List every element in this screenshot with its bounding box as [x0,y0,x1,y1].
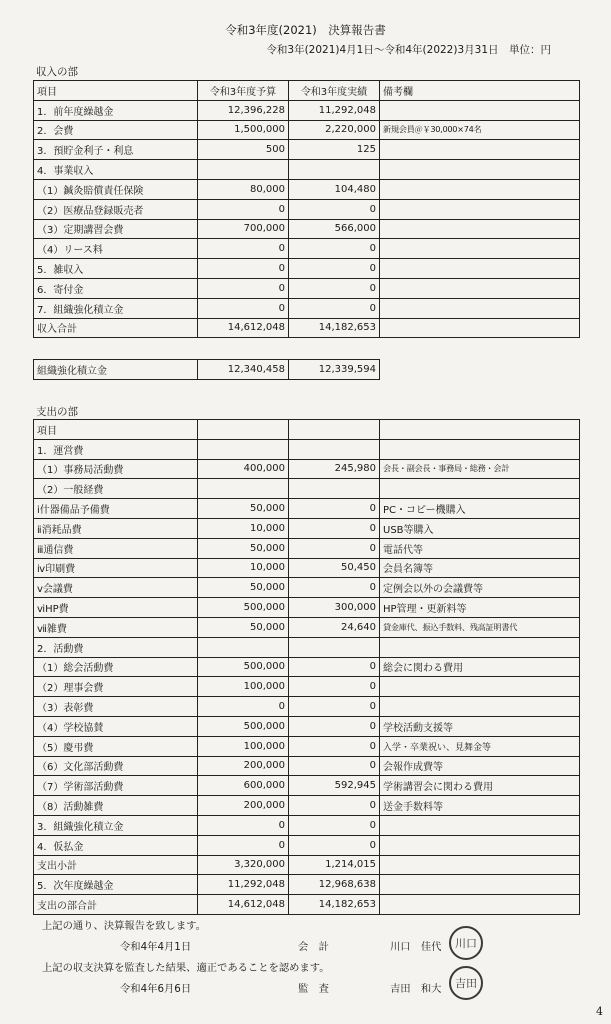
income-actual-cell [289,160,380,180]
income-actual-cell: 14,182,653 [289,318,380,338]
expense-budget-cell [198,439,289,459]
income-note-cell [380,219,580,239]
income-actual-cell: 0 [289,239,380,259]
expense-item-cell: ⅵHP費 [34,598,198,618]
income-actual-cell: 104,480 [289,179,380,199]
auditor-name: 吉田 和大 [390,983,442,995]
income-row [34,120,580,140]
income-item-cell: 7．組織強化積立金 [34,298,198,318]
expense-note-cell [380,855,580,875]
expense-note-cell: 総会に関わる費用 [380,657,580,677]
income-row [34,259,580,279]
expense-budget-cell: 500,000 [198,716,289,736]
reserve-budget: 12,340,458 [198,360,289,380]
document-title: 令和3年度(2021) 決算報告書 [225,23,386,37]
income-budget-cell: 80,000 [198,179,289,199]
income-row [34,100,580,120]
auditor-seal-icon [449,966,483,1000]
income-note-cell [380,239,580,259]
expense-row [34,578,580,598]
expense-section-label: 支出の部 [36,406,78,418]
income-note-cell [380,298,580,318]
income-header-cell: 項目 [34,81,198,101]
expense-budget-cell: 14,612,048 [198,895,289,915]
income-item-cell: 5．雑収入 [34,259,198,279]
expense-budget-cell: 100,000 [198,736,289,756]
expense-header-row [34,420,580,440]
reserve-actual: 12,339,594 [289,360,380,380]
expense-note-cell: 入学・卒業祝い、見舞金等 [380,736,580,756]
expense-budget-cell: 50,000 [198,578,289,598]
income-budget-cell: 0 [198,298,289,318]
expense-item-cell: （5）慶弔費 [34,736,198,756]
expense-note-cell: 会員名簿等 [380,558,580,578]
income-budget-cell: 1,500,000 [198,120,289,140]
income-actual-cell: 0 [289,199,380,219]
expense-row [34,617,580,637]
expense-actual-cell: 24,640 [289,617,380,637]
expense-item-cell: ⅲ通信費 [34,538,198,558]
income-budget-cell: 500 [198,140,289,160]
expense-note-cell [380,677,580,697]
expense-note-cell [380,835,580,855]
expense-row [34,439,580,459]
expense-item-cell: （2）一般経費 [34,479,198,499]
income-budget-cell: 0 [198,239,289,259]
income-budget-cell: 700,000 [198,219,289,239]
expense-actual-cell: 12,968,638 [289,875,380,895]
expense-budget-cell: 0 [198,815,289,835]
income-item-cell: （2）医療品登録販売者 [34,199,198,219]
income-item-cell: （3）定期講習会費 [34,219,198,239]
income-row [34,278,580,298]
expense-actual-cell: 0 [289,518,380,538]
expense-row [34,835,580,855]
expense-item-cell: 3．組織強化積立金 [34,815,198,835]
expense-budget-cell: 500,000 [198,657,289,677]
expense-header-cell [380,420,580,440]
accountant-name: 川口 佳代 [390,941,442,953]
income-actual-cell: 11,292,048 [289,100,380,120]
expense-budget-cell: 11,292,048 [198,875,289,895]
expense-budget-cell: 200,000 [198,796,289,816]
expense-note-cell: 電話代等 [380,538,580,558]
expense-item-cell: ⅳ印刷費 [34,558,198,578]
income-actual-cell: 0 [289,298,380,318]
expense-header-cell: 項目 [34,420,198,440]
income-section-label: 収入の部 [36,66,78,78]
expense-header-cell [289,420,380,440]
accountant-seal-icon [449,926,483,960]
expense-row [34,796,580,816]
income-actual-cell: 2,220,000 [289,120,380,140]
expense-budget-cell: 10,000 [198,558,289,578]
expense-actual-cell: 0 [289,538,380,558]
expense-actual-cell: 0 [289,677,380,697]
expense-row [34,677,580,697]
expense-budget-cell: 3,320,000 [198,855,289,875]
fiscal-period: 令和3年(2021)4月1日～令和4年(2022)3月31日 単位：円 [266,44,551,56]
income-note-cell [380,318,580,338]
expense-actual-cell [289,439,380,459]
income-note-cell [380,199,580,219]
expense-budget-cell [198,637,289,657]
expense-item-cell: （3）表彰費 [34,697,198,717]
income-row [34,179,580,199]
income-header-row [34,81,580,101]
expense-actual-cell: 592,945 [289,776,380,796]
reserve-row [34,360,380,380]
expense-note-cell: 会長・副会長・事務局・総務・会計 [380,459,580,479]
expense-note-cell: 学校活動支援等 [380,716,580,736]
expense-budget-cell: 200,000 [198,756,289,776]
expense-actual-cell [289,479,380,499]
reserve-table [33,359,380,380]
income-row [34,160,580,180]
expense-actual-cell: 245,980 [289,459,380,479]
income-item-cell: 2．会費 [34,120,198,140]
expense-budget-cell [198,479,289,499]
expense-actual-cell: 0 [289,815,380,835]
expense-note-cell [380,815,580,835]
expense-header-cell [198,420,289,440]
expense-note-cell [380,637,580,657]
expense-row [34,518,580,538]
expense-budget-cell: 10,000 [198,518,289,538]
income-budget-cell: 0 [198,259,289,279]
expense-item-cell: 支出小計 [34,855,198,875]
expense-actual-cell: 0 [289,657,380,677]
expense-item-cell: （6）文化部活動費 [34,756,198,776]
income-item-cell: 1．前年度繰越金 [34,100,198,120]
income-note-cell [380,160,580,180]
expense-actual-cell: 0 [289,756,380,776]
expense-row [34,637,580,657]
income-row [34,239,580,259]
income-budget-cell: 0 [198,199,289,219]
expense-item-cell: （7）学術部活動費 [34,776,198,796]
expense-item-cell: ⅰ什器備品予備費 [34,499,198,519]
expense-note-cell: HP管理・更新料等 [380,598,580,618]
expense-actual-cell: 0 [289,499,380,519]
income-header-cell: 令和3年度実績 [289,81,380,101]
expense-budget-cell: 100,000 [198,677,289,697]
income-row [34,219,580,239]
income-row [34,140,580,160]
report-statement: 上記の通り、決算報告を致します。 [42,920,206,932]
income-table [33,80,580,338]
expense-note-cell [380,697,580,717]
expense-note-cell: PC・コピー機購入 [380,499,580,519]
expense-row [34,875,580,895]
expense-item-cell: 2．活動費 [34,637,198,657]
expense-item-cell: 1．運営費 [34,439,198,459]
expense-item-cell: （8）活動雑費 [34,796,198,816]
expense-row [34,657,580,677]
expense-actual-cell: 300,000 [289,598,380,618]
expense-budget-cell: 50,000 [198,538,289,558]
expense-actual-cell: 0 [289,796,380,816]
expense-note-cell [380,875,580,895]
expense-actual-cell: 50,450 [289,558,380,578]
income-row [34,298,580,318]
expense-row [34,459,580,479]
expense-row [34,538,580,558]
expense-item-cell: 4．仮払金 [34,835,198,855]
expense-row [34,736,580,756]
income-note-cell: 新規会員＠￥30,000×74名 [380,120,580,140]
income-note-cell [380,179,580,199]
income-note-cell [380,140,580,160]
audit-statement: 上記の収支決算を監査した結果、適正であることを認めます。 [42,962,330,974]
income-header-cell: 備考欄 [380,81,580,101]
expense-actual-cell: 0 [289,697,380,717]
expense-table [33,419,580,915]
income-row [34,318,580,338]
expense-item-cell: ⅶ雑費 [34,617,198,637]
expense-item-cell: ⅱ消耗品費 [34,518,198,538]
expense-row [34,598,580,618]
expense-actual-cell: 0 [289,835,380,855]
expense-row [34,815,580,835]
expense-item-cell: （2）理事会費 [34,677,198,697]
income-item-cell: （4）リース料 [34,239,198,259]
expense-row [34,479,580,499]
expense-item-cell: 支出の部合計 [34,895,198,915]
income-note-cell [380,278,580,298]
expense-item-cell: （1）総会活動費 [34,657,198,677]
income-actual-cell: 0 [289,278,380,298]
expense-row [34,895,580,915]
expense-item-cell: 5．次年度繰越金 [34,875,198,895]
income-item-cell: （1）鍼灸賠償責任保険 [34,179,198,199]
income-item-cell: 3．預貯金利子・利息 [34,140,198,160]
expense-row [34,716,580,736]
audit-date: 令和4年6月6日 [120,983,192,995]
expense-item-cell: （1）事務局活動費 [34,459,198,479]
income-row [34,199,580,219]
expense-note-cell [380,895,580,915]
expense-note-cell [380,439,580,459]
income-budget-cell: 0 [198,278,289,298]
expense-row [34,756,580,776]
expense-actual-cell: 14,182,653 [289,895,380,915]
expense-budget-cell: 0 [198,835,289,855]
page-number: 4 [596,1005,603,1018]
income-item-cell: 6．寄付金 [34,278,198,298]
expense-row [34,558,580,578]
expense-actual-cell: 1,214,015 [289,855,380,875]
expense-row [34,697,580,717]
income-budget-cell: 14,612,048 [198,318,289,338]
expense-item-cell: ⅴ会議費 [34,578,198,598]
expense-note-cell: USB等購入 [380,518,580,538]
expense-note-cell: 学術講習会に関わる費用 [380,776,580,796]
accountant-seal-text: 川口 [455,937,477,950]
report-date: 令和4年4月1日 [120,941,192,953]
auditor-role: 監 査 [298,983,329,995]
expense-budget-cell: 500,000 [198,598,289,618]
expense-actual-cell: 0 [289,578,380,598]
income-actual-cell: 0 [289,259,380,279]
expense-note-cell: 会報作成費等 [380,756,580,776]
expense-note-cell: 定例会以外の会議費等 [380,578,580,598]
expense-row [34,776,580,796]
expense-budget-cell: 50,000 [198,617,289,637]
income-budget-cell: 12,396,228 [198,100,289,120]
expense-note-cell: 貸金庫代、振込手数料、残高証明書代 [380,617,580,637]
auditor-seal-text: 吉田 [455,977,477,990]
expense-note-cell: 送金手数料等 [380,796,580,816]
income-header-cell: 令和3年度予算 [198,81,289,101]
expense-budget-cell: 50,000 [198,499,289,519]
income-actual-cell: 566,000 [289,219,380,239]
income-actual-cell: 125 [289,140,380,160]
expense-actual-cell [289,637,380,657]
expense-actual-cell: 0 [289,716,380,736]
income-item-cell: 収入合計 [34,318,198,338]
income-note-cell [380,100,580,120]
expense-item-cell: （4）学校協賛 [34,716,198,736]
reserve-item: 組織強化積立金 [34,360,198,380]
expense-budget-cell: 0 [198,697,289,717]
expense-actual-cell: 0 [289,736,380,756]
income-note-cell [380,259,580,279]
accountant-role: 会 計 [298,941,329,953]
expense-budget-cell: 600,000 [198,776,289,796]
income-item-cell: 4．事業収入 [34,160,198,180]
expense-row [34,499,580,519]
expense-note-cell [380,479,580,499]
expense-row [34,855,580,875]
expense-budget-cell: 400,000 [198,459,289,479]
income-budget-cell [198,160,289,180]
